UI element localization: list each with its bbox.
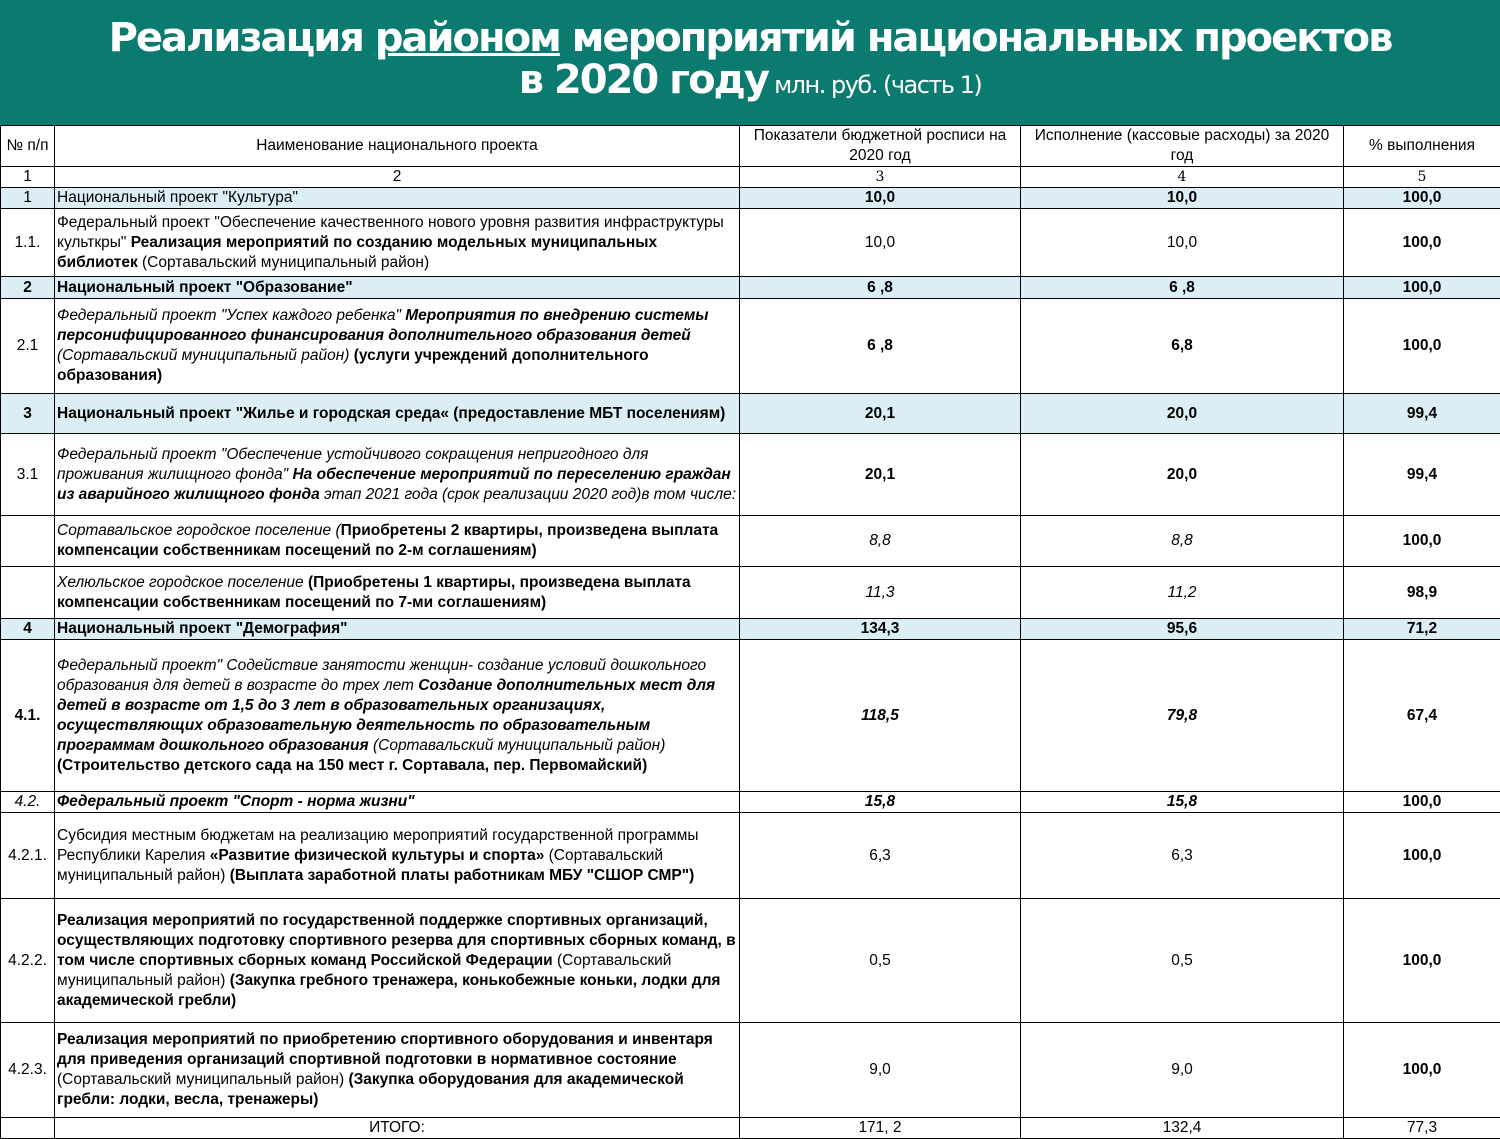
table-row [1,567,1500,619]
row-budget: 6,3 [740,813,1021,899]
row-exec: 6,3 [1021,813,1344,899]
row-num: 1.1. [1,209,55,277]
row-budget: 118,5 [740,640,1021,792]
page-title-line1: Реализация районом мероприятий национальных проектов [0,14,1500,62]
row-exec: 8,8 [1021,516,1344,567]
table-row [1,394,1500,434]
row-num [1,567,55,619]
row-budget: 10,0 [740,188,1021,209]
row-name: Реализация мероприятий по приобретению спортивного оборудования и инвентаря для приведения организаций спортивной подготовки в нормативное состояние (Сортавальский муниципальный район) (Закупка оборудования для академической гребли: лодки, весла, тренажеры) [55,1023,740,1118]
row-budget: 8,8 [740,516,1021,567]
table-row [1,188,1500,209]
row-pct: 99,4 [1344,434,1500,516]
title-underlined-word: районом [375,15,560,61]
national-projects-table [0,125,1500,1139]
row-exec: 20,0 [1021,434,1344,516]
column-number-row [1,167,1500,188]
row-num: 4.2. [1,792,55,813]
row-budget: 20,1 [740,434,1021,516]
row-pct: 67,4 [1344,640,1500,792]
row-name: Национальный проект "Образование" [55,277,740,299]
row-budget: 0,5 [740,899,1021,1023]
colnum-5: 5 [1344,167,1500,188]
row-exec: 10,0 [1021,209,1344,277]
row-budget: 11,3 [740,567,1021,619]
table-row [1,299,1500,394]
row-exec: 20,0 [1021,394,1344,434]
row-budget: 20,1 [740,394,1021,434]
row-name: Сортавальское городское поселение (Приобретены 2 квартиры, произведена выплата компенсации собственникам посещений по 2-м соглашениям) [55,516,740,567]
row-pct: 100,0 [1344,299,1500,394]
row-exec: 6,8 [1021,299,1344,394]
page-title-line2: в 2020 году млн. руб. (часть 1) [0,56,1500,109]
row-exec: 79,8 [1021,640,1344,792]
row-budget: 9,0 [740,1023,1021,1118]
row-name: Федеральный проект "Спорт - норма жизни" [55,792,740,813]
row-pct: 100,0 [1344,277,1500,299]
row-name: Реализация мероприятий по государственной поддержке спортивных организаций, осуществляющих подготовку спортивного резерва для спортивных сборных команд, в том числе спортивных сборных команд Российской Федерации (Сортавальский муниципальный район) (Закупка гребного тренажера, конькобежные коньки, лодки для академической гребли) [55,899,740,1023]
row-num [1,516,55,567]
row-pct: 100,0 [1344,1023,1500,1118]
total-exec: 132,4 [1021,1118,1344,1139]
row-num: 2.1 [1,299,55,394]
table-row [1,792,1500,813]
table-row [1,813,1500,899]
row-budget: 6 ,8 [740,277,1021,299]
row-num: 4 [1,619,55,640]
row-name: Национальный проект "Культура" [55,188,740,209]
row-num: 4.2.2. [1,899,55,1023]
table-row [1,516,1500,567]
row-pct: 100,0 [1344,516,1500,567]
table-header-row [1,126,1500,167]
row-exec: 9,0 [1021,1023,1344,1118]
header-budget: Показатели бюджетной росписи на 2020 год [740,126,1021,167]
row-exec: 11,2 [1021,567,1344,619]
header-name: Наименование национального проекта [55,126,740,167]
total-row [1,1118,1500,1139]
row-name: Хелюльское городское поселение (Приобретены 1 квартиры, произведена выплата компенсации собственникам посещений по 7-ми соглашениям) [55,567,740,619]
row-budget: 6 ,8 [740,299,1021,394]
colnum-4: 4 [1021,167,1344,188]
table-row [1,640,1500,792]
colnum-3: 3 [740,167,1021,188]
table-row [1,619,1500,640]
table-row [1,209,1500,277]
row-pct: 100,0 [1344,899,1500,1023]
colnum-2: 2 [55,167,740,188]
header-num: № п/п [1,126,55,167]
row-pct: 100,0 [1344,792,1500,813]
total-budget: 171, 2 [740,1118,1021,1139]
table-row [1,899,1500,1023]
row-exec: 15,8 [1021,792,1344,813]
row-name: Субсидия местным бюджетам на реализацию мероприятий государственной программы Республики Карелия «Развитие физической культуры и спорта» (Сортавальский муниципальный район) (Выплата заработной платы работникам МБУ "СШОР СМР") [55,813,740,899]
title-unit: млн. руб. (часть 1) [768,71,981,99]
header-exec: Исполнение (кассовые расходы) за 2020 год [1021,126,1344,167]
row-budget: 15,8 [740,792,1021,813]
row-name: Федеральный проект" Содействие занятости женщин- создание условий дошкольного образования для детей в возрасте до трех лет Создание дополнительных мест для детей в возрасте от 1,5 до 3 лет в образовательных организациях, осуществляющих образовательную деятельность по образовательным программам дошкольного образования (Сортавальский муниципальный район)(Строительство детского сада на 150 мест г. Сортавала, пер. Первомайский) [55,640,740,792]
row-pct: 100,0 [1344,209,1500,277]
row-exec: 95,6 [1021,619,1344,640]
row-pct: 98,9 [1344,567,1500,619]
table-row [1,277,1500,299]
row-budget: 10,0 [740,209,1021,277]
title-banner [0,0,1500,125]
header-pct: % выполнения [1344,126,1500,167]
row-budget: 134,3 [740,619,1021,640]
row-pct: 100,0 [1344,813,1500,899]
row-num: 1 [1,188,55,209]
row-num: 4.1. [1,640,55,792]
table-row [1,434,1500,516]
total-pct: 77,3 [1344,1118,1500,1139]
row-pct: 71,2 [1344,619,1500,640]
table-row [1,1023,1500,1118]
row-num: 4.2.1. [1,813,55,899]
row-name: Федеральный проект "Обеспечение качественного нового уровня развития инфраструктуры культкры" Реализация мероприятий по созданию модельных муниципальных библиотек (Сортавальский муниципальный район) [55,209,740,277]
row-name: Федеральный проект "Обеспечение устойчивого сокращения непригодного для проживания жилищного фонда" На обеспечение мероприятий по переселению граждан из аварийного жилищного фонда этап 2021 года (срок реализации 2020 год)в том числе: [55,434,740,516]
row-pct: 100,0 [1344,188,1500,209]
row-exec: 10,0 [1021,188,1344,209]
row-num: 2 [1,277,55,299]
row-name: Национальный проект "Демография" [55,619,740,640]
row-num: 3 [1,394,55,434]
row-exec: 0,5 [1021,899,1344,1023]
row-num: 3.1 [1,434,55,516]
row-pct: 99,4 [1344,394,1500,434]
row-exec: 6 ,8 [1021,277,1344,299]
row-num: 4.2.3. [1,1023,55,1118]
colnum-1: 1 [1,167,55,188]
row-num [1,1118,55,1139]
total-label: ИТОГО: [55,1118,740,1139]
row-name: Национальный проект "Жилье и городская среда« (предоставление МБТ поселениям) [55,394,740,434]
row-name: Федеральный проект "Успех каждого ребенка" Мероприятия по внедрению системы персонифицированного финансирования дополнительного образования детей (Сортавальский муниципальный район) (услуги учреждений дополнительного образования) [55,299,740,394]
